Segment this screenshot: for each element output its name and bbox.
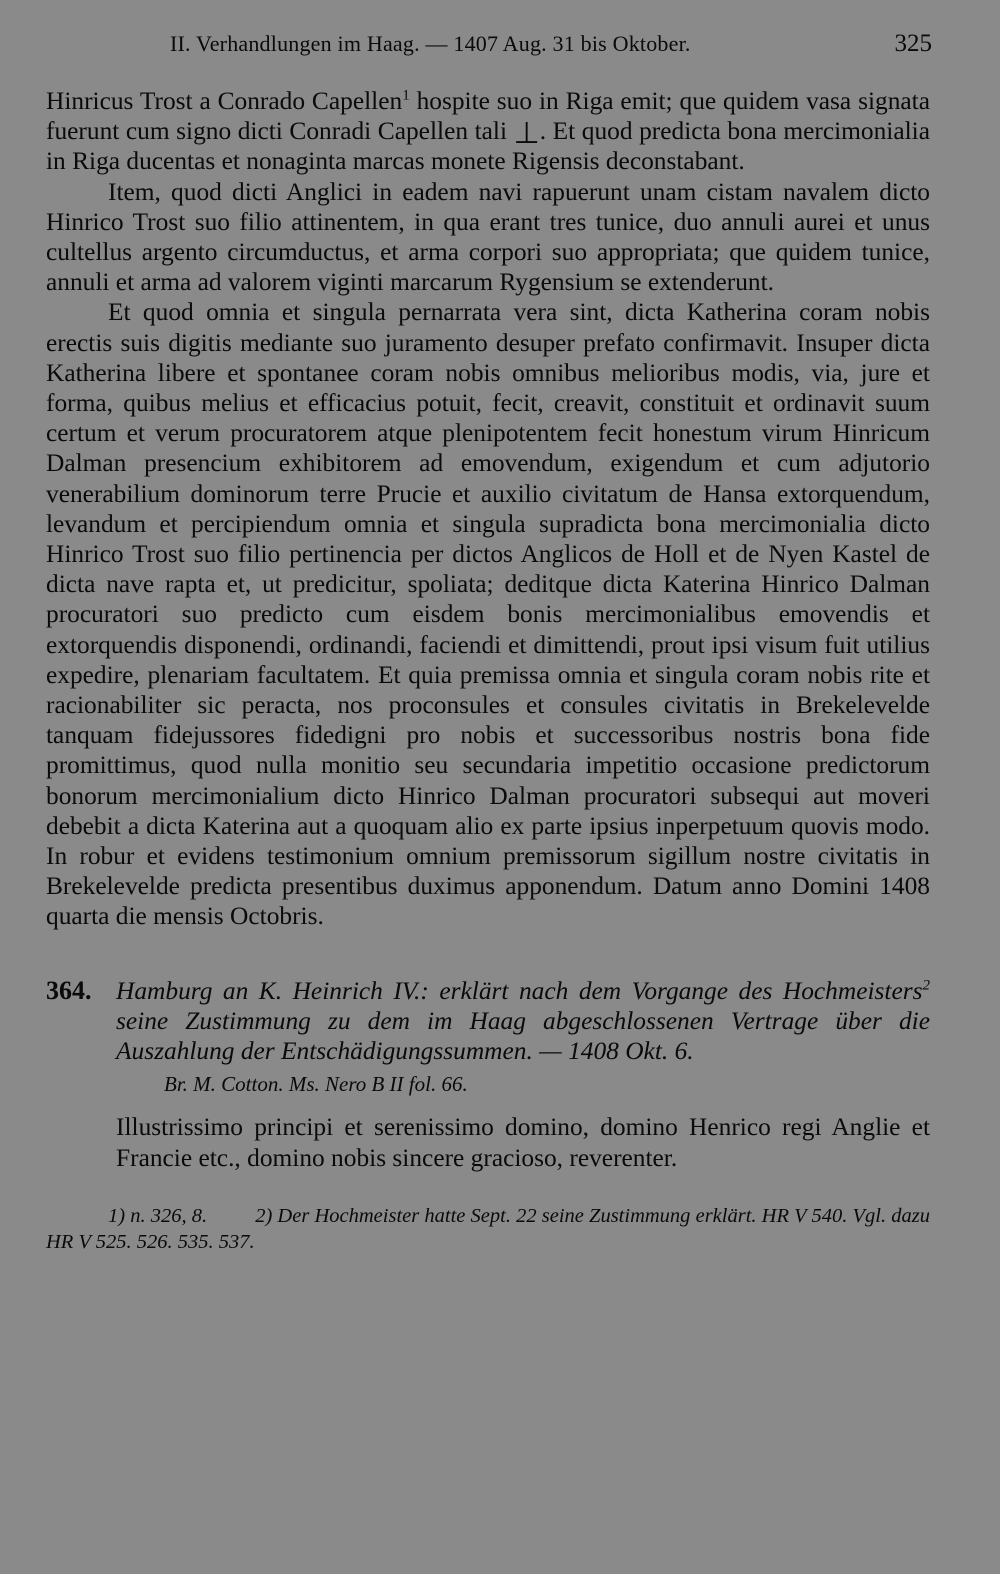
document-entry xyxy=(46,976,930,1067)
entry-number: 364. xyxy=(46,975,92,1005)
paragraph-1-text-a: Hinricus Trost a Conrado Capellen xyxy=(46,87,403,115)
merchant-mark-icon: ⊥ xyxy=(513,116,540,152)
entry-heading-text-b: seine Zustimmung zu dem im Haag abgeschlossenen Vertrage über die Auszahlung der Entschädigungssummen. — 1408 Okt. 6. xyxy=(116,1006,930,1066)
source-reference: Br. M. Cotton. Ms. Nero B II fol. 66. xyxy=(164,1072,468,1097)
page-number: 325 xyxy=(894,30,932,57)
footnote-ref-1: 1 xyxy=(402,87,410,104)
footnotes xyxy=(46,1203,930,1255)
paragraph-3: Et quod omnia et singula pernarrata vera sint, dicta Katherina coram nobis erectis suis digitis mediante suo juramento desuper prefato confirmavit. Insuper dicta Katherina libere et spontanee coram nobis omnibus melioribus modis, via, jure et forma, quibus melius et efficacius potuit, fecit, creavit, constituit et ordinavit suum certum et verum procuratorem atque plenipotentem fecit honestum virum Hinricum Dalman presencium exhibitorem ad emovendum, exigendum et cum adjutorio venerabilium dominorum terre Prucie et auxilio civitatum de Hansa extorquendum, levandum et percipiendum omnia et singula supradicta bona mercimonialia dicto Hinrico Trost suo filio pertinencia per dictos Anglicos de Holl et de Nyen Kastel de dicta nave rapta et, ut predicitur, spoliata; deditque dicta Katerina Hinrico Dalman procuratori suo predicto cum eisdem bonis mercimonialibus emovendis et extorquendis disponendi, ordinandi, faciendi et dimittendi, prout ipsi visum fuit utilius expedire, plenariam facultatem. Et quia premissa omnia et singula coram nobis rite et racionabiliter sic peracta, nos proconsules et consules civitatis in Brekelevelde tanquam fidejussores fidedigni pro nobis et successoribus nostris bona fide promittimus, quod nulla monitio seu secundaria impetitio occasione predictorum bonorum mercimonialium dicto Hinrico Dalman procuratori subsequi aut moveri debebit a dicta Katerina aut a quoquam alio ex parte ipsius inperpetuum quovis modo. In robur et evidens testimonium omnium premissorum sigillum nostre civitatis in Brekelevelde predicta presentibus duximus apponendum. Datum anno Domini 1408 quarta die mensis Octobris. xyxy=(46,298,930,931)
salutation-text: Illustrissimo principi et serenissimo domino, domino Henrico regi Anglie et Francie etc., domino nobis sincere gracioso, reverenter. xyxy=(116,1113,930,1172)
paragraph-1-text-c: . Et quod predicta bona mercimonialia in Riga ducentas et nonaginta marcas monete Rigensis deconstabant. xyxy=(46,117,930,176)
footnote-2: 2) Der Hochmeister hatte Sept. 22 seine Zustimmung erklärt. HR V 540. Vgl. dazu HR V 525. 526. 535. 537. xyxy=(46,1204,930,1253)
footnote-line xyxy=(46,1203,930,1255)
running-head xyxy=(46,0,930,86)
paragraph-1-text-b: hospite suo in Riga emit; que quidem vasa signata fuerunt cum signo dicti Conradi Capellen tali xyxy=(46,87,930,146)
main-text xyxy=(46,86,930,932)
running-title: II. Verhandlungen im Haag. — 1407 Aug. 31 bis Oktober. xyxy=(170,31,691,56)
entry-heading-text-a: Hamburg an K. Heinrich IV.: erklärt nach dem Vorgange des Hochmeisters xyxy=(116,976,923,1005)
footnote-1: 1) n. 326, 8. xyxy=(108,1204,208,1227)
paragraph-2: Item, quod dicti Anglici in eadem navi rapuerunt unam cistam navalem dicto Hinrico Trost suo filio attinentem, in qua erant tres tunice, duo annuli aurei et unus cultellus argento circumductus, et arma corpori suo appropriata; que quidem tunice, annuli et arma ad valorem viginti marcarum Rygensium se extenderunt. xyxy=(46,177,930,297)
paragraph-1 xyxy=(46,86,930,177)
footnote-ref-2: 2 xyxy=(922,977,930,994)
salutation xyxy=(116,1112,930,1172)
entry-heading xyxy=(116,976,930,1067)
